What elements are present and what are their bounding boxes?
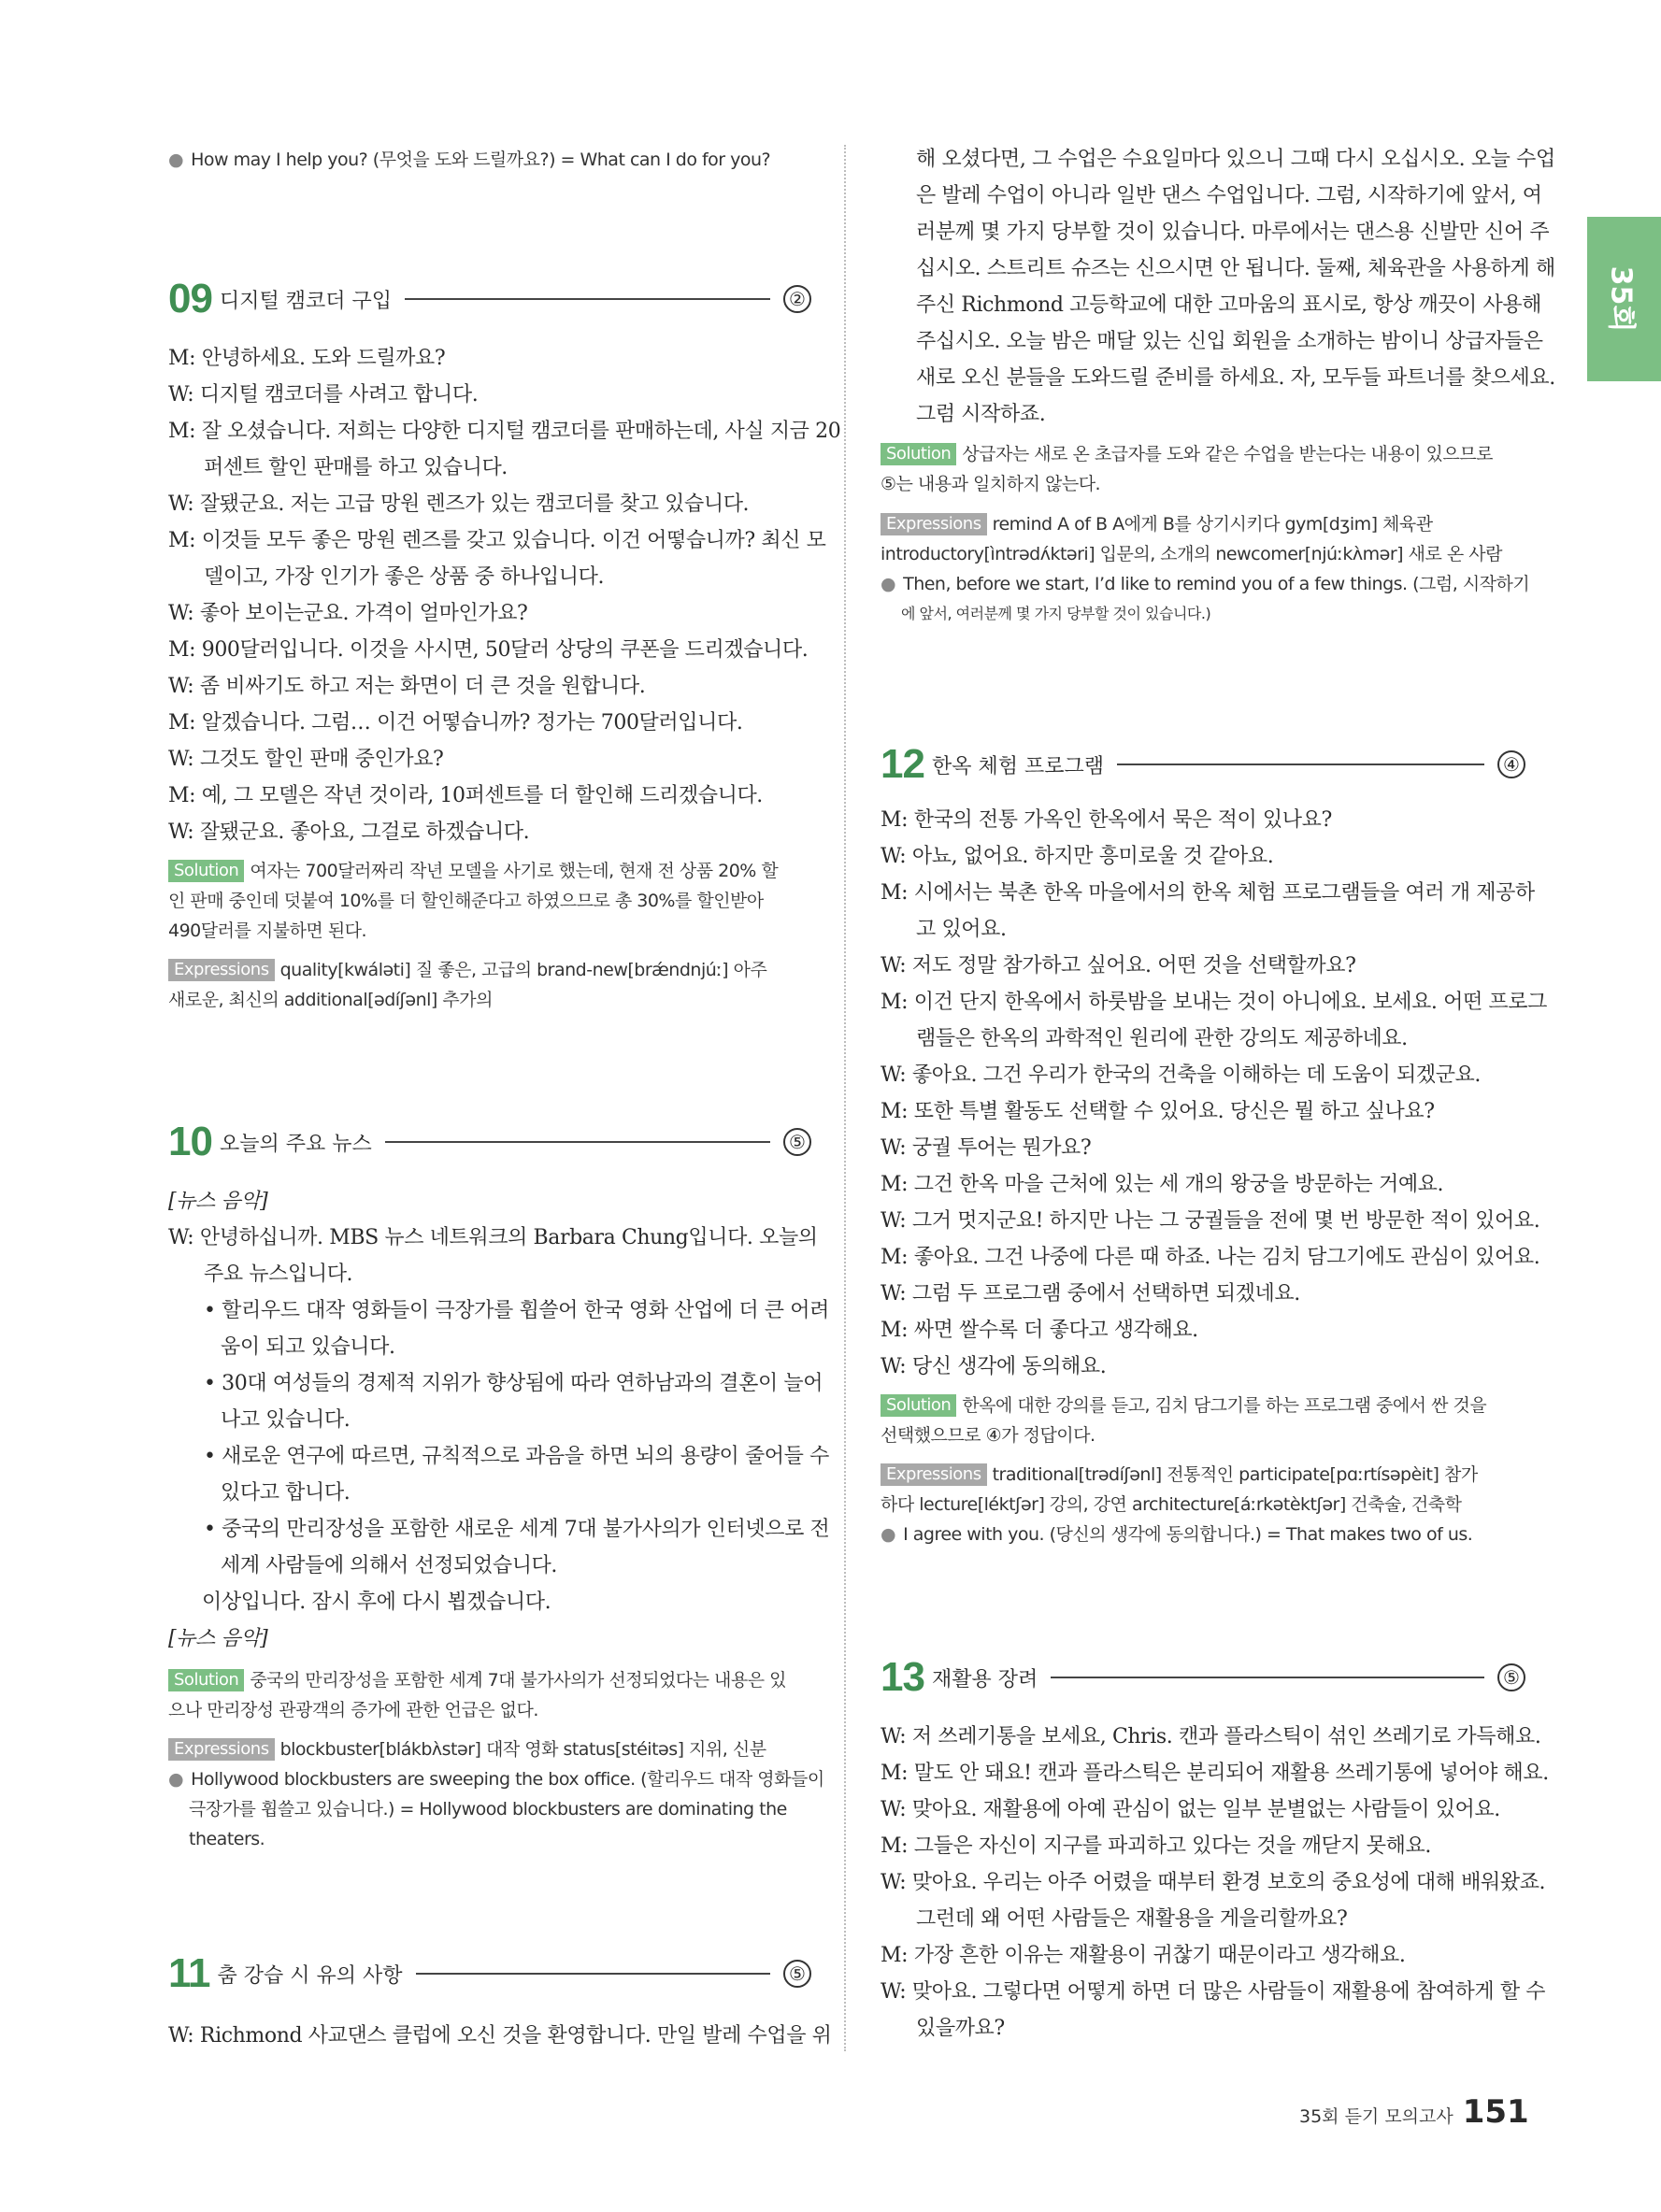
transcript-line: 나고 있습니다. — [221, 1408, 351, 1432]
transcript-line: W: 좀 비싸기도 하고 저는 화면이 더 큰 것을 원합니다. — [168, 675, 646, 698]
note-line: Solution 여자는 700달러짜리 작년 모델을 사기로 했는데, 현재 전 상품 20% 할 — [168, 856, 778, 886]
transcript-line: 주신 Richmond 고등학교에 대한 고마움의 표시로, 항상 깨끗이 사용해 — [916, 293, 1542, 317]
transcript-line: M: 이것들 모두 좋은 망원 렌즈를 갖고 있습니다. 이건 어떻습니까? 최신 모 — [168, 529, 826, 552]
note-line: Expressions blockbuster[blákbʌ̀stər] 대작 영화 status[stéitəs] 지위, 신분 — [168, 1734, 824, 1764]
expressions-12 — [881, 1460, 1478, 1549]
transcript-line: M: 이건 단지 한옥에서 하룻밤을 보내는 것이 아니에요. 보세요. 어떤 프로그 — [881, 991, 1547, 1014]
answer-circle: ② — [783, 285, 811, 313]
footer-label: 35회 듣기 모의고사 — [1299, 2106, 1453, 2127]
expressions-10 — [168, 1734, 824, 1854]
question-12 — [881, 736, 1525, 792]
transcript-line: M: 그건 한옥 마을 근처에 있는 세 개의 왕궁을 방문하는 거예요. — [881, 1173, 1444, 1196]
transcript-line: M: 그들은 자신이 지구를 파괴하고 있다는 것을 깨닫지 못해요. — [881, 1834, 1431, 1858]
note-line: 으나 만리장성 관광객의 증가에 관한 언급은 없다. — [168, 1700, 538, 1720]
transcript-11 — [168, 2018, 832, 2054]
page-footer — [1299, 2093, 1529, 2131]
note-line: Solution 한옥에 대한 강의를 듣고, 김치 담그기를 하는 프로그램 중에서 싼 것을 — [881, 1391, 1486, 1420]
question-title: 춤 강습 시 유의 사항 — [217, 1963, 403, 1988]
transcript-line: W: 디지털 캠코더를 사려고 합니다. — [168, 383, 479, 407]
side-tab: 35회 — [1587, 217, 1661, 381]
transcript-line: W: Richmond 사교댄스 클럽에 오신 것을 환영합니다. 만일 발레 수업을 위 — [168, 2024, 832, 2048]
transcript-line: M: 말도 안 돼요! 캔과 플라스틱은 분리되어 재활용 쓰레기통에 넣어야 해요. — [881, 1762, 1549, 1785]
transcript-line: M: 한국의 전통 가옥인 한옥에서 묵은 적이 있나요? — [881, 808, 1332, 832]
transcript-line: 움이 되고 있습니다. — [221, 1335, 395, 1359]
solution-11 — [881, 439, 1493, 499]
transcript-line: • 새로운 연구에 따르면, 규칙적으로 과음을 하면 뇌의 용량이 줄어들 수 — [204, 1445, 829, 1468]
transcript-line: 주요 뉴스입니다. — [204, 1263, 353, 1286]
transcript-line: 세계 사람들에 의해서 선정되었습니다. — [221, 1554, 558, 1577]
question-number: 13 — [881, 1654, 924, 1700]
transcript-09 — [168, 340, 840, 850]
transcript-line: 주십시오. 오늘 밤은 매달 있는 신입 회원을 소개하는 밤이니 상급자들은 — [916, 330, 1543, 353]
transcript-line: M: 시에서는 북촌 한옥 마을에서의 한옥 체험 프로그램들을 여러 개 제공하 — [881, 881, 1535, 905]
question-header — [881, 1649, 1525, 1705]
transcript-line: W: 그거 멋지군요! 하지만 나는 그 궁궐들을 전에 몇 번 방문한 적이 있어요. — [881, 1209, 1540, 1233]
transcript-line: [뉴스 음악] — [168, 1190, 268, 1213]
transcript-line: M: 알겠습니다. 그럼… 이건 어떻습니까? 정가는 700달러입니다. — [168, 711, 743, 735]
transcript-line: 있을까요? — [916, 2017, 1005, 2040]
note-line: ⑤는 내용과 일치하지 않는다. — [881, 474, 1101, 494]
question-09 — [168, 271, 811, 327]
note-line: 새로운, 최신의 additional[ədíʃənl] 추가의 — [168, 990, 493, 1010]
transcript-line: 러분께 몇 가지 당부할 것이 있습니다. 마루에서는 댄스용 신발만 신어 주 — [916, 221, 1550, 244]
transcript-10 — [168, 1183, 829, 1657]
transcript-line: M: 잘 오셨습니다. 저희는 다양한 디지털 캠코더를 판매하는데, 사실 지금 20 — [168, 420, 841, 443]
page-number: 151 — [1462, 2093, 1529, 2131]
expressions-tag: Expressions — [168, 1738, 275, 1761]
expressions-tag: Expressions — [881, 513, 987, 535]
note-line: 하다 lecture[léktʃər] 강의, 강연 architecture[áːrkətèktʃər] 건축술, 건축학 — [881, 1494, 1462, 1515]
transcript-line: • 할리우드 대작 영화들이 극장가를 휩쓸어 한국 영화 산업에 더 큰 어려 — [204, 1299, 829, 1322]
transcript-line: • 30대 여성들의 경제적 지위가 향상됨에 따라 연하남과의 결혼이 늘어 — [204, 1372, 823, 1395]
transcript-line: W: 안녕하십니까. MBS 뉴스 네트워크의 Barbara Chung입니다. 오늘의 — [168, 1226, 818, 1249]
expressions-tag: Expressions — [168, 959, 275, 981]
question-number: 09 — [168, 276, 212, 321]
transcript-line: M: 좋아요. 그건 나중에 다른 때 하죠. 나는 김치 담그기에도 관심이 있어요. — [881, 1246, 1540, 1269]
transcript-13 — [881, 1719, 1549, 2047]
question-13 — [881, 1649, 1525, 1705]
transcript-line: W: 아뇨, 없어요. 하지만 흥미로울 것 같아요. — [881, 845, 1274, 868]
answer-circle: ⑤ — [783, 1960, 811, 1988]
transcript-11-continued — [881, 141, 1555, 433]
transcript-line: [뉴스 음악] — [168, 1627, 268, 1650]
solution-10 — [168, 1665, 786, 1725]
transcript-line: W: 맞아요. 재활용에 아예 관심이 없는 일부 분별없는 사람들이 있어요. — [881, 1798, 1500, 1821]
question-number: 10 — [168, 1119, 212, 1164]
transcript-line: 십시오. 스트리트 슈즈는 신으시면 안 됩니다. 둘째, 체육관을 사용하게 해 — [916, 257, 1555, 280]
transcript-line: 램들은 한옥의 과학적인 원리에 관한 강의도 제공하네요. — [916, 1027, 1408, 1050]
note-line: Solution 중국의 만리장성을 포함한 세계 7대 불가사의가 선정되었다는 내용은 있 — [168, 1665, 786, 1695]
transcript-line: 델이고, 가장 인기가 좋은 상품 중 하나입니다. — [204, 565, 605, 589]
note-line: Expressions quality[kwáləti] 질 좋은, 고급의 brand-new[brǽndnjúː] 아주 — [168, 955, 766, 985]
question-number: 11 — [168, 1950, 210, 1996]
question-10 — [168, 1114, 811, 1170]
note-line: 에 앞서, 여러분께 몇 가지 당부할 것이 있습니다.) — [901, 605, 1211, 622]
question-number: 12 — [881, 741, 924, 787]
transcript-line: 고 있어요. — [916, 918, 1007, 941]
transcript-line: • 중국의 만리장성을 포함한 새로운 세계 7대 불가사의가 인터넷으로 전 — [204, 1518, 830, 1541]
transcript-line: 그런데 왜 어떤 사람들은 재활용을 게을리할까요? — [916, 1907, 1348, 1931]
transcript-line: W: 잘됐군요. 좋아요, 그걸로 하겠습니다. — [168, 821, 530, 844]
solution-09 — [168, 856, 778, 946]
transcript-line: 은 발레 수업이 아니라 일반 댄스 수업입니다. 그럼, 시작하기에 앞서, 여 — [916, 184, 1542, 207]
solution-12 — [881, 1391, 1486, 1450]
transcript-12 — [881, 802, 1547, 1385]
solution-tag: Solution — [168, 1669, 244, 1691]
note-line: 490달러를 지불하면 된다. — [168, 920, 367, 941]
note-line: ● Hollywood blockbusters are sweeping the box office. (할리우드 대작 영화들이 — [168, 1769, 824, 1790]
answer-circle: ⑤ — [1497, 1663, 1525, 1691]
answer-circle: ⑤ — [783, 1128, 811, 1156]
question-header — [881, 736, 1525, 792]
solution-tag: Solution — [881, 1394, 956, 1417]
question-title: 재활용 장려 — [931, 1667, 1038, 1691]
answer-circle: ④ — [1497, 750, 1525, 778]
transcript-line: 그럼 시작하죠. — [916, 403, 1046, 426]
note-line: ● Then, before we start, I’d like to remind you of a few things. (그럼, 시작하기 — [881, 574, 1530, 594]
note-line: 인 판매 중인데 덧붙여 10%를 더 할인해준다고 하였으므로 총 30%를 할인받아 — [168, 891, 764, 911]
transcript-line: W: 궁궐 투어는 뭔가요? — [881, 1136, 1092, 1160]
question-title: 오늘의 주요 뉴스 — [219, 1132, 372, 1156]
transcript-line: M: 예, 그 모델은 작년 것이라, 10퍼센트를 더 할인해 드리겠습니다. — [168, 784, 763, 807]
question-title: 디지털 캠코더 구입 — [219, 289, 392, 313]
transcript-line: W: 맞아요. 우리는 아주 어렸을 때부터 환경 보호의 중요성에 대해 배워왔죠. — [881, 1871, 1546, 1894]
transcript-line: W: 좋아요. 그건 우리가 한국의 건축을 이해하는 데 도움이 되겠군요. — [881, 1063, 1481, 1087]
transcript-line: M: 가장 흔한 이유는 재활용이 귀찮기 때문이라고 생각해요. — [881, 1944, 1406, 1967]
expression-note: ● How may I help you? (무엇을 도와 드릴까요?) = What can I do for you? — [168, 150, 771, 170]
solution-tag: Solution — [881, 443, 956, 465]
note-line: ● I agree with you. (당신의 생각에 동의합니다.) = That makes two of us. — [881, 1524, 1473, 1545]
transcript-line: M: 900달러입니다. 이것을 사시면, 50달러 상당의 쿠폰을 드리겠습니다. — [168, 638, 809, 662]
transcript-line: W: 저도 정말 참가하고 싶어요. 어떤 것을 선택할까요? — [881, 954, 1356, 978]
transcript-line: 새로 오신 분들을 도와드릴 준비를 하세요. 자, 모두들 파트너를 찾으세요. — [916, 366, 1555, 390]
transcript-line: W: 맞아요. 그렇다면 어떻게 하면 더 많은 사람들이 재활용에 참여하게 할 수 — [881, 1980, 1546, 2004]
note-line: 극장가를 휩쓸고 있습니다.) = Hollywood blockbusters are dominating the — [189, 1799, 787, 1820]
question-header — [168, 1114, 811, 1170]
transcript-line: 퍼센트 할인 판매를 하고 있습니다. — [204, 456, 508, 479]
question-header — [168, 271, 811, 327]
transcript-line: M: 안녕하세요. 도와 드릴까요? — [168, 347, 446, 370]
note-line: Solution 상급자는 새로 온 초급자를 도와 같은 수업을 받는다는 내용이 있으므로 — [881, 439, 1493, 469]
question-title: 한옥 체험 프로그램 — [931, 754, 1104, 778]
question-11 — [168, 1946, 811, 2002]
transcript-line: W: 좋아 보이는군요. 가격이 얼마인가요? — [168, 602, 528, 625]
note-line: Expressions traditional[trədíʃənl] 전통적인 participate[pɑːrtísəpèit] 참가 — [881, 1460, 1478, 1490]
question-header — [168, 1946, 811, 2002]
note-line: theaters. — [189, 1829, 265, 1849]
transcript-line: W: 잘됐군요. 저는 고급 망원 렌즈가 있는 캠코더를 찾고 있습니다. — [168, 492, 750, 516]
transcript-line: W: 저 쓰레기통을 보세요, Chris. 캔과 플라스틱이 섞인 쓰레기로 가득해요. — [881, 1725, 1541, 1748]
transcript-line: W: 그것도 할인 판매 중인가요? — [168, 748, 444, 771]
transcript-line: 해 오셨다면, 그 수업은 수요일마다 있으니 그때 다시 오십시오. 오늘 수업 — [916, 148, 1555, 171]
transcript-line: 이상입니다. 잠시 후에 다시 뵙겠습니다. — [202, 1591, 551, 1614]
note-line: 선택했으므로 ④가 정답이다. — [881, 1425, 1095, 1446]
column-divider — [844, 145, 846, 2051]
note-line: introductory[ìntrədʌ́ktəri] 입문의, 소개의 newcomer[njúːkʌ̀mər] 새로 온 사람 — [881, 544, 1502, 564]
transcript-line: M: 또한 특별 활동도 선택할 수 있어요. 당신은 뭘 하고 싶나요? — [881, 1100, 1435, 1123]
note-line: Expressions remind A of B A에게 B를 상기시키다 gym[dʒim] 체육관 — [881, 509, 1529, 539]
transcript-line: M: 싸면 쌀수록 더 좋다고 생각해요. — [881, 1319, 1198, 1342]
transcript-line: 있다고 합니다. — [221, 1481, 351, 1505]
expressions-11 — [881, 509, 1529, 629]
expressions-tag: Expressions — [881, 1463, 987, 1486]
transcript-line: W: 그럼 두 프로그램 중에서 선택하면 되겠네요. — [881, 1282, 1300, 1306]
transcript-line: W: 당신 생각에 동의해요. — [881, 1355, 1107, 1378]
expressions-09 — [168, 955, 766, 1015]
solution-tag: Solution — [168, 860, 244, 882]
